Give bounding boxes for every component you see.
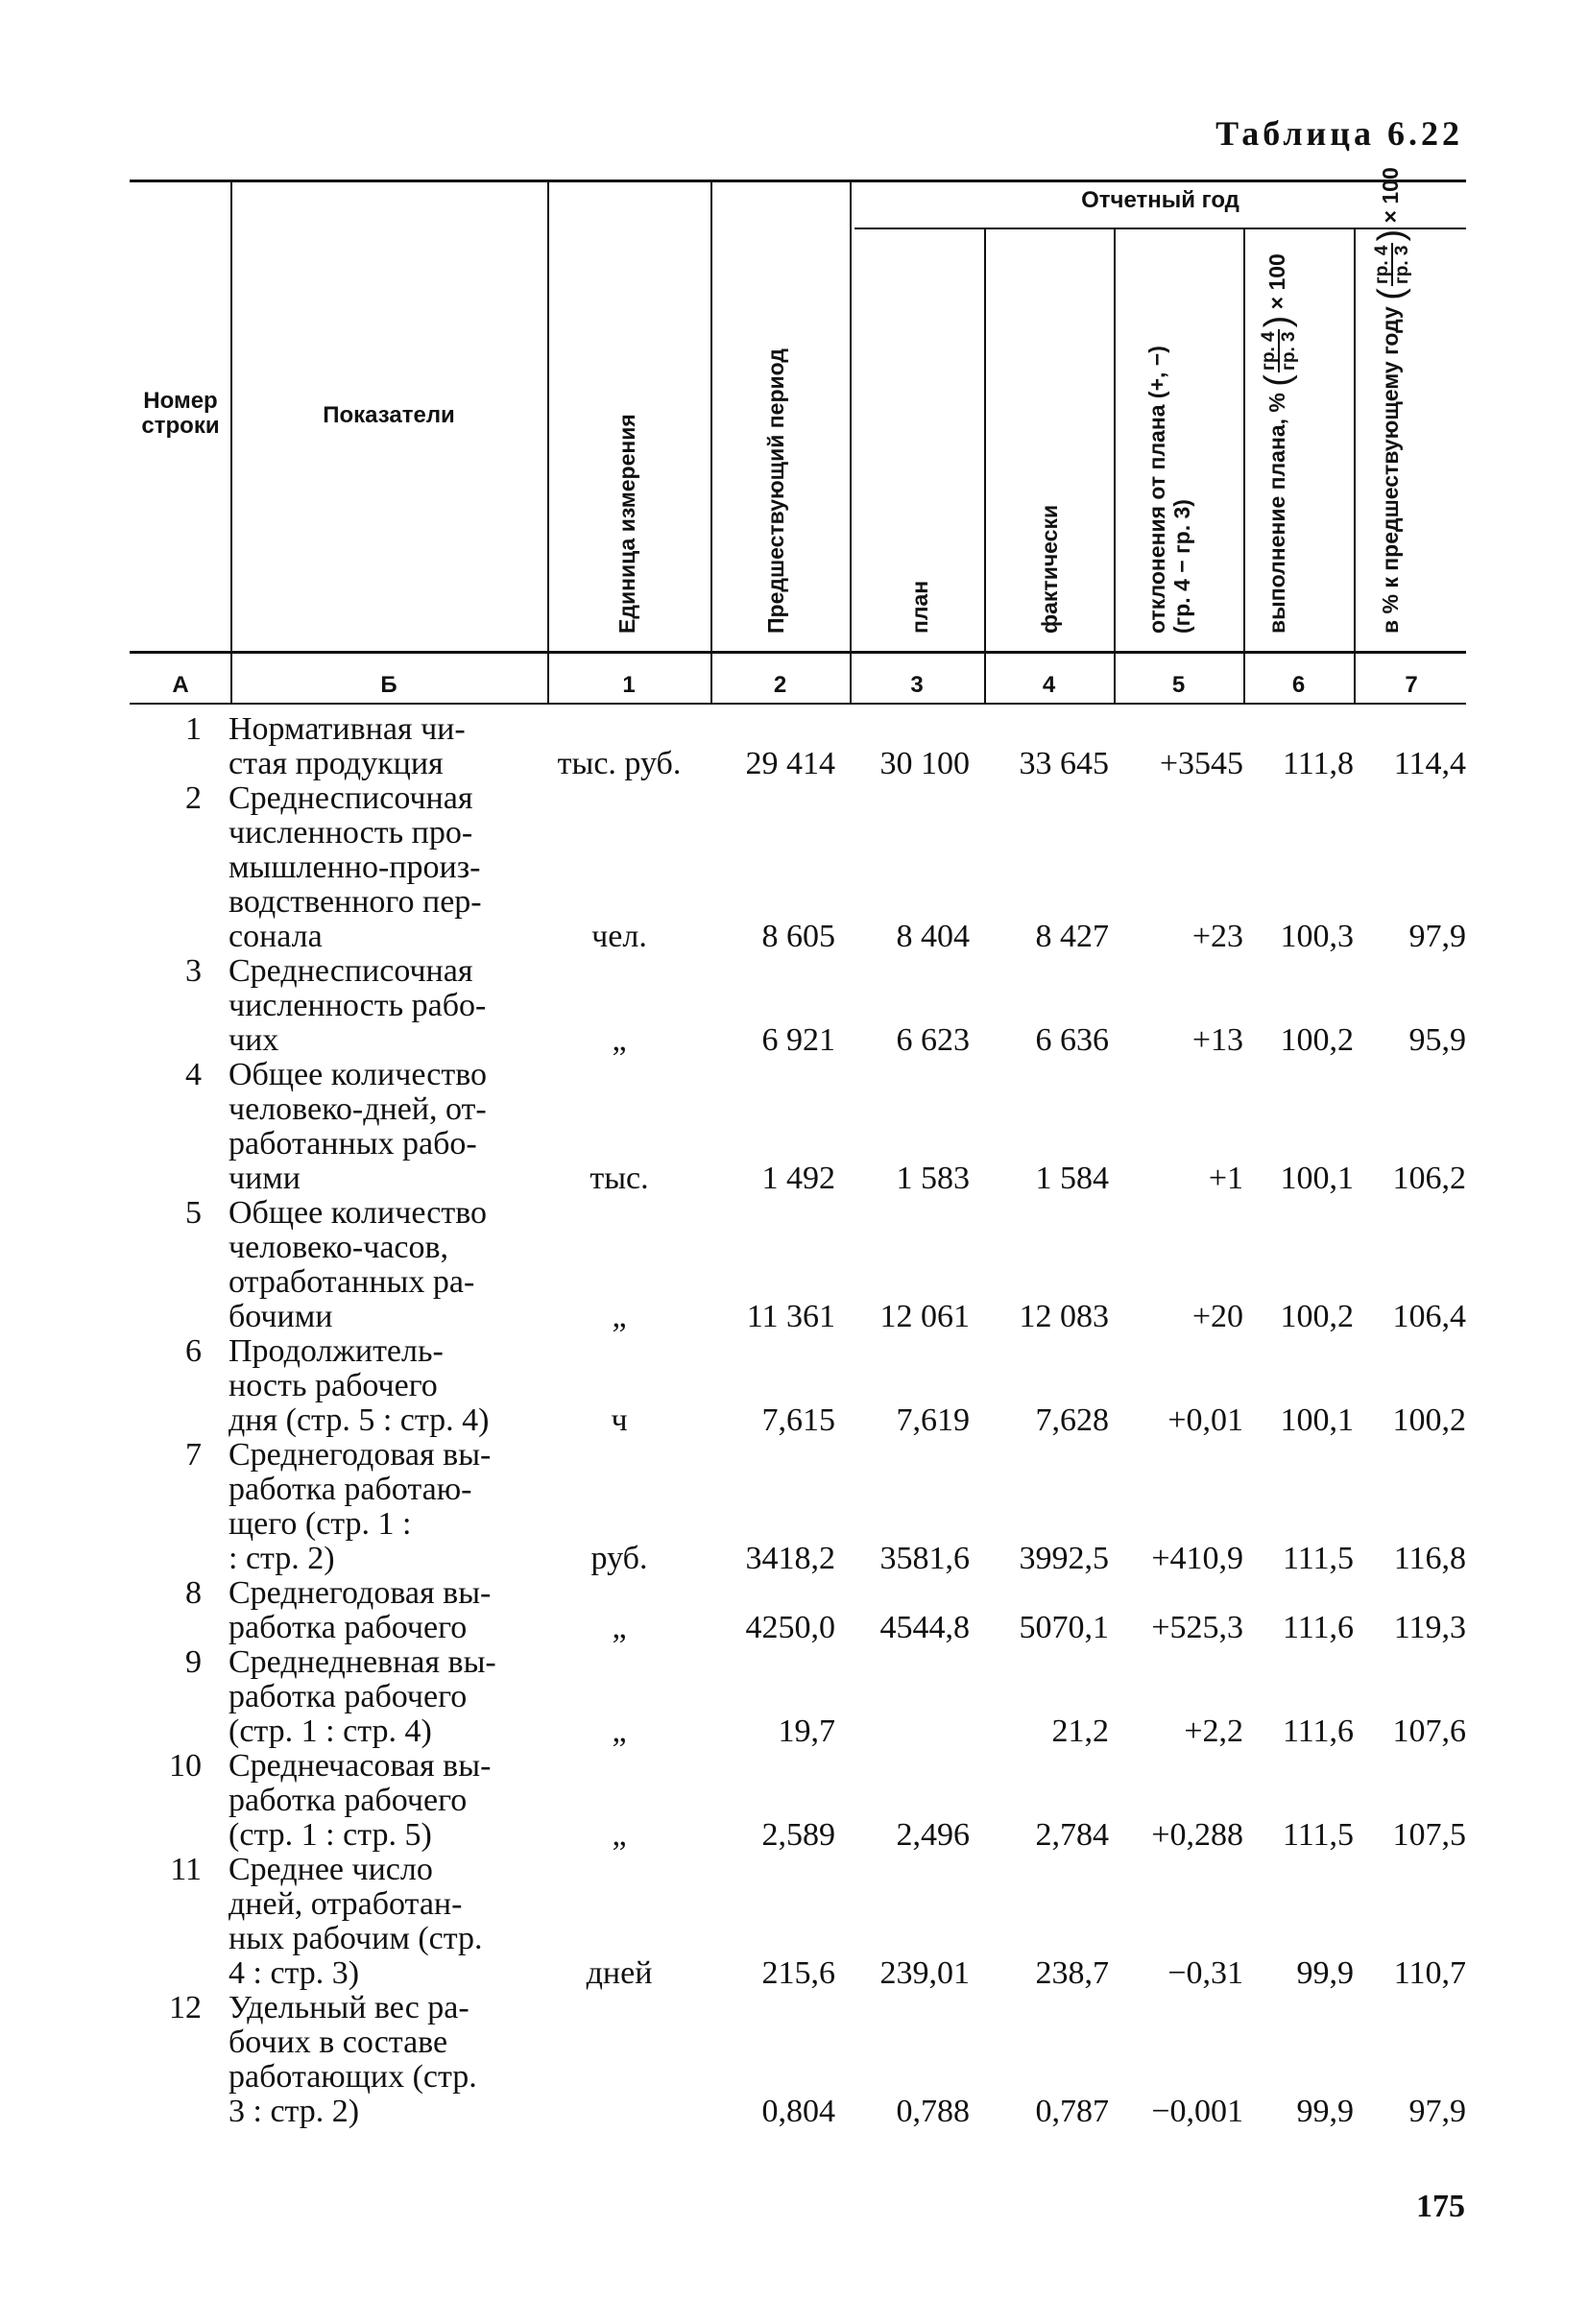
fulfillment-cell: 111,6 <box>1283 1610 1354 1645</box>
vs-previous-cell: 116,8 <box>1393 1541 1466 1576</box>
indicator-name-line: чими <box>229 1161 301 1196</box>
vs-previous-cell: 97,9 <box>1408 2094 1466 2129</box>
fulfillment-cell: 99,9 <box>1296 2094 1354 2129</box>
header-deviation-line1: отклонения от плана (+, −) <box>1144 346 1169 634</box>
row-number: 4 <box>185 1057 202 1092</box>
paren-close: ) <box>1258 315 1298 328</box>
indicator-name-line: человеко-часов, <box>229 1230 449 1265</box>
indicator-name <box>229 1991 536 2129</box>
indicator-name-line: щего (стр. 1 : <box>229 1506 412 1542</box>
indicator-name-line: дня (стр. 5 : стр. 4) <box>229 1402 490 1438</box>
indicator-name <box>229 712 536 781</box>
plan-cell: 2,496 <box>896 1817 970 1853</box>
fulfillment-cell: 100,1 <box>1280 1402 1354 1438</box>
indicator-name-line: Общее количество <box>229 1057 488 1092</box>
indicator-name-line: сонала <box>229 919 323 954</box>
header-vs-previous <box>1371 167 1413 634</box>
fulfillment-cell: 100,3 <box>1280 919 1354 954</box>
fulfillment-cell: 111,5 <box>1283 1817 1354 1853</box>
row-number: 7 <box>185 1437 202 1473</box>
header-fulfillment-tail: × 100 <box>1263 253 1289 310</box>
vs-previous-cell: 106,2 <box>1392 1161 1466 1196</box>
fraction-denominator: гр. 3 <box>1278 331 1299 371</box>
plan-cell: 4544,8 <box>879 1610 970 1645</box>
table-row <box>0 1058 1588 1196</box>
actual-cell: 21,2 <box>1051 1713 1109 1749</box>
table-row <box>0 1853 1588 1991</box>
paren-open: ( <box>1258 374 1298 387</box>
column-number: 5 <box>1171 672 1186 698</box>
vs-previous-cell: 107,6 <box>1392 1713 1466 1749</box>
table-row <box>0 1749 1588 1853</box>
vs-previous-fraction <box>1373 243 1411 286</box>
vs-previous-cell: 95,9 <box>1408 1022 1466 1058</box>
col-divider <box>547 182 549 705</box>
fulfillment-cell: 100,2 <box>1280 1022 1354 1058</box>
header-indicators: Показатели <box>323 402 455 428</box>
fraction-numerator: гр. 4 <box>1258 331 1279 371</box>
plan-cell: 3581,6 <box>879 1541 970 1576</box>
fraction-denominator: гр. 3 <box>1391 245 1412 285</box>
plan-cell: 1 583 <box>896 1161 970 1196</box>
plan-cell: 6 623 <box>896 1022 970 1058</box>
previous-period-cell: 7,615 <box>761 1402 835 1438</box>
table-row <box>0 1991 1588 2129</box>
indicator-name <box>229 1058 536 1196</box>
deviation-cell: +525,3 <box>1151 1610 1243 1645</box>
indicator-name <box>229 1438 536 1576</box>
row-number: 9 <box>185 1644 202 1680</box>
indicator-name-line: работка рабочего <box>229 1679 468 1714</box>
actual-cell: 7,628 <box>1035 1402 1109 1438</box>
unit-cell: „ <box>612 1299 627 1334</box>
header-unit: Единица измерения <box>614 414 639 634</box>
row-number: 12 <box>169 1990 202 2025</box>
deviation-cell: +13 <box>1191 1022 1243 1058</box>
indicator-name-line: работка рабочего <box>229 1783 468 1818</box>
table-row <box>0 1196 1588 1334</box>
table-row <box>0 954 1588 1058</box>
indicator-name-line: численность про- <box>229 815 473 851</box>
column-number: Б <box>380 672 397 698</box>
colnum-bottom-rule <box>130 703 1466 705</box>
indicator-name-line: (стр. 1 : стр. 5) <box>229 1817 432 1853</box>
row-number: 1 <box>185 711 202 747</box>
row-number: 10 <box>169 1748 202 1784</box>
indicator-name-line: стая продукция <box>229 746 444 781</box>
page-number: 175 <box>1416 2189 1465 2224</box>
actual-cell: 238,7 <box>1035 1955 1109 1991</box>
col-divider <box>710 182 712 705</box>
fulfillment-cell: 100,2 <box>1280 1299 1354 1334</box>
plan-cell: 30 100 <box>879 746 970 781</box>
fulfillment-cell: 111,6 <box>1283 1713 1354 1749</box>
vs-previous-cell: 110,7 <box>1393 1955 1466 1991</box>
indicator-name <box>229 1749 536 1853</box>
vs-previous-cell: 107,5 <box>1392 1817 1466 1853</box>
plan-cell: 239,01 <box>879 1955 970 1991</box>
indicator-name-line: мышленно-произ- <box>229 850 481 885</box>
col-divider <box>1354 229 1356 705</box>
unit-cell: „ <box>612 1817 627 1853</box>
actual-cell: 1 584 <box>1035 1161 1109 1196</box>
indicator-name-line: работающих (стр. <box>229 2059 477 2095</box>
paren-close: ) <box>1371 228 1411 242</box>
table-row <box>0 712 1588 781</box>
col-divider <box>1114 229 1116 705</box>
header-reporting-year: Отчетный год <box>1081 187 1239 213</box>
indicator-name-line: работка работаю- <box>229 1472 472 1507</box>
column-number: 4 <box>1042 672 1056 698</box>
previous-period-cell: 215,6 <box>761 1955 835 1991</box>
unit-cell: „ <box>612 1022 627 1058</box>
fulfillment-fraction <box>1260 329 1298 372</box>
indicator-name <box>229 1853 536 1991</box>
column-number: 7 <box>1405 672 1418 698</box>
unit-cell: ч <box>611 1402 628 1438</box>
vs-previous-cell: 114,4 <box>1393 746 1466 781</box>
unit-cell: чел. <box>591 919 647 954</box>
table-row <box>0 1576 1588 1645</box>
table-title: Таблица 6.22 <box>1215 114 1463 153</box>
header-bottom-rule <box>130 651 1466 654</box>
unit-cell: „ <box>612 1610 627 1645</box>
indicator-name <box>229 1645 536 1749</box>
unit-cell: дней <box>586 1955 653 1991</box>
fraction-numerator: гр. 4 <box>1371 245 1392 285</box>
indicator-name-line: бочих в составе <box>229 2025 448 2060</box>
indicator-name-line: Среднегодовая вы- <box>229 1575 492 1611</box>
vs-previous-cell: 100,2 <box>1392 1402 1466 1438</box>
previous-period-cell: 19,7 <box>778 1713 835 1749</box>
unit-cell: руб. <box>590 1541 648 1576</box>
header-row-number: Номер строки <box>141 388 220 440</box>
indicator-name-line: численность рабо- <box>229 988 487 1023</box>
col-divider <box>984 229 986 705</box>
header-deviation <box>1144 346 1195 634</box>
indicator-name <box>229 781 536 954</box>
previous-period-cell: 4250,0 <box>745 1610 835 1645</box>
table-body <box>0 712 1588 2129</box>
indicator-name <box>229 1196 536 1334</box>
indicator-name-line: водственного пер- <box>229 884 482 920</box>
indicator-name-line: Среднесписочная <box>229 780 473 816</box>
row-number: 11 <box>170 1852 202 1887</box>
header-plan: план <box>907 580 932 634</box>
deviation-cell: +3545 <box>1159 746 1243 781</box>
previous-period-cell: 0,804 <box>761 2094 835 2129</box>
indicator-name-line: человеко-дней, от- <box>229 1091 487 1127</box>
indicator-name-line: работка рабочего <box>229 1610 468 1645</box>
indicator-name-line: Среднегодовая вы- <box>229 1437 492 1473</box>
vs-previous-cell: 119,3 <box>1393 1610 1466 1645</box>
fulfillment-cell: 100,1 <box>1280 1161 1354 1196</box>
column-number: А <box>172 672 189 698</box>
header-deviation-line2: (гр. 4 − гр. 3) <box>1169 499 1195 634</box>
indicator-name-line: ных рабочим (стр. <box>229 1921 483 1956</box>
header-top-rule <box>130 180 1466 182</box>
col-divider <box>230 182 232 705</box>
indicator-name <box>229 954 536 1058</box>
indicator-name-line: (стр. 1 : стр. 4) <box>229 1713 432 1749</box>
deviation-cell: −0,31 <box>1167 1955 1243 1991</box>
header-vs-previous-tail: × 100 <box>1377 167 1403 224</box>
indicator-name-line: отработанных ра- <box>229 1264 475 1300</box>
table-row <box>0 1334 1588 1438</box>
table-row <box>0 781 1588 954</box>
header-fulfillment-label: выполнение плана, % <box>1263 393 1289 634</box>
deviation-cell: +23 <box>1191 919 1243 954</box>
indicator-name-line: Нормативная чи- <box>229 711 466 747</box>
previous-period-cell: 1 492 <box>761 1161 835 1196</box>
plan-cell: 0,788 <box>896 2094 970 2129</box>
previous-period-cell: 11 361 <box>746 1299 835 1334</box>
col-divider <box>1243 229 1245 705</box>
deviation-cell: +410,9 <box>1151 1541 1243 1576</box>
indicator-name-line: бочими <box>229 1299 333 1334</box>
paren-open: ( <box>1371 288 1411 300</box>
previous-period-cell: 2,589 <box>761 1817 835 1853</box>
col-divider <box>850 182 852 705</box>
header-actual: фактически <box>1037 504 1062 634</box>
deviation-cell: −0,001 <box>1151 2094 1243 2129</box>
actual-cell: 12 083 <box>1019 1299 1109 1334</box>
row-number: 6 <box>185 1333 202 1369</box>
plan-cell: 7,619 <box>896 1402 970 1438</box>
plan-cell: 8 404 <box>896 919 970 954</box>
deviation-cell: +0,288 <box>1151 1817 1243 1853</box>
previous-period-cell: 8 605 <box>761 919 835 954</box>
indicator-name-line: : стр. 2) <box>229 1541 335 1576</box>
indicator-name <box>229 1576 536 1645</box>
indicator-name-line: Среднечасовая вы- <box>229 1748 492 1784</box>
vs-previous-cell: 106,4 <box>1392 1299 1466 1334</box>
deviation-cell: +20 <box>1191 1299 1243 1334</box>
deviation-cell: +0,01 <box>1167 1402 1243 1438</box>
fulfillment-cell: 111,8 <box>1283 746 1354 781</box>
previous-period-cell: 3418,2 <box>745 1541 835 1576</box>
column-number: 3 <box>910 672 924 698</box>
header-fulfillment <box>1258 253 1300 634</box>
plan-cell: 12 061 <box>879 1299 970 1334</box>
deviation-cell: +1 <box>1208 1161 1243 1196</box>
indicator-name-line: Среднедневная вы- <box>229 1644 496 1680</box>
unit-cell: тыс. руб. <box>557 746 682 781</box>
indicator-name-line: Общее количество <box>229 1195 488 1231</box>
actual-cell: 33 645 <box>1019 746 1109 781</box>
row-number: 8 <box>185 1575 202 1611</box>
unit-cell: „ <box>612 1713 627 1749</box>
fulfillment-cell: 111,5 <box>1283 1541 1354 1576</box>
deviation-cell: +2,2 <box>1184 1713 1243 1749</box>
fulfillment-cell: 99,9 <box>1296 1955 1354 1991</box>
column-number: 1 <box>622 672 636 698</box>
indicator-name-line: Удельный вес ра- <box>229 1990 469 2025</box>
actual-cell: 0,787 <box>1035 2094 1109 2129</box>
previous-period-cell: 6 921 <box>761 1022 835 1058</box>
actual-cell: 3992,5 <box>1019 1541 1109 1576</box>
indicator-name-line: чих <box>229 1022 279 1058</box>
table-row <box>0 1645 1588 1749</box>
indicator-name <box>229 1334 536 1438</box>
row-number: 2 <box>185 780 202 816</box>
indicator-name-line: Продолжитель- <box>229 1333 444 1369</box>
actual-cell: 8 427 <box>1035 919 1109 954</box>
indicator-name-line: дней, отработан- <box>229 1886 463 1922</box>
actual-cell: 2,784 <box>1035 1817 1109 1853</box>
indicator-name-line: Среднее число <box>229 1852 433 1887</box>
unit-cell: тыс. <box>589 1161 649 1196</box>
indicator-name-line: 4 : стр. 3) <box>229 1955 360 1991</box>
table-row <box>0 1438 1588 1576</box>
indicator-name-line: работанных рабо- <box>229 1126 477 1162</box>
row-number: 5 <box>185 1195 202 1231</box>
column-number: 2 <box>773 672 787 698</box>
actual-cell: 5070,1 <box>1019 1610 1109 1645</box>
row-number: 3 <box>185 953 202 989</box>
indicator-name-line: ность рабочего <box>229 1368 438 1403</box>
vs-previous-cell: 97,9 <box>1408 919 1466 954</box>
indicator-name-line: 3 : стр. 2) <box>229 2094 360 2129</box>
column-number: 6 <box>1291 672 1306 698</box>
previous-period-cell: 29 414 <box>745 746 835 781</box>
actual-cell: 6 636 <box>1035 1022 1109 1058</box>
indicator-name-line: Среднесписочная <box>229 953 473 989</box>
header-vs-previous-label: в % к предшествующему году <box>1377 306 1403 634</box>
header-previous-period: Предшествующий период <box>763 348 788 634</box>
